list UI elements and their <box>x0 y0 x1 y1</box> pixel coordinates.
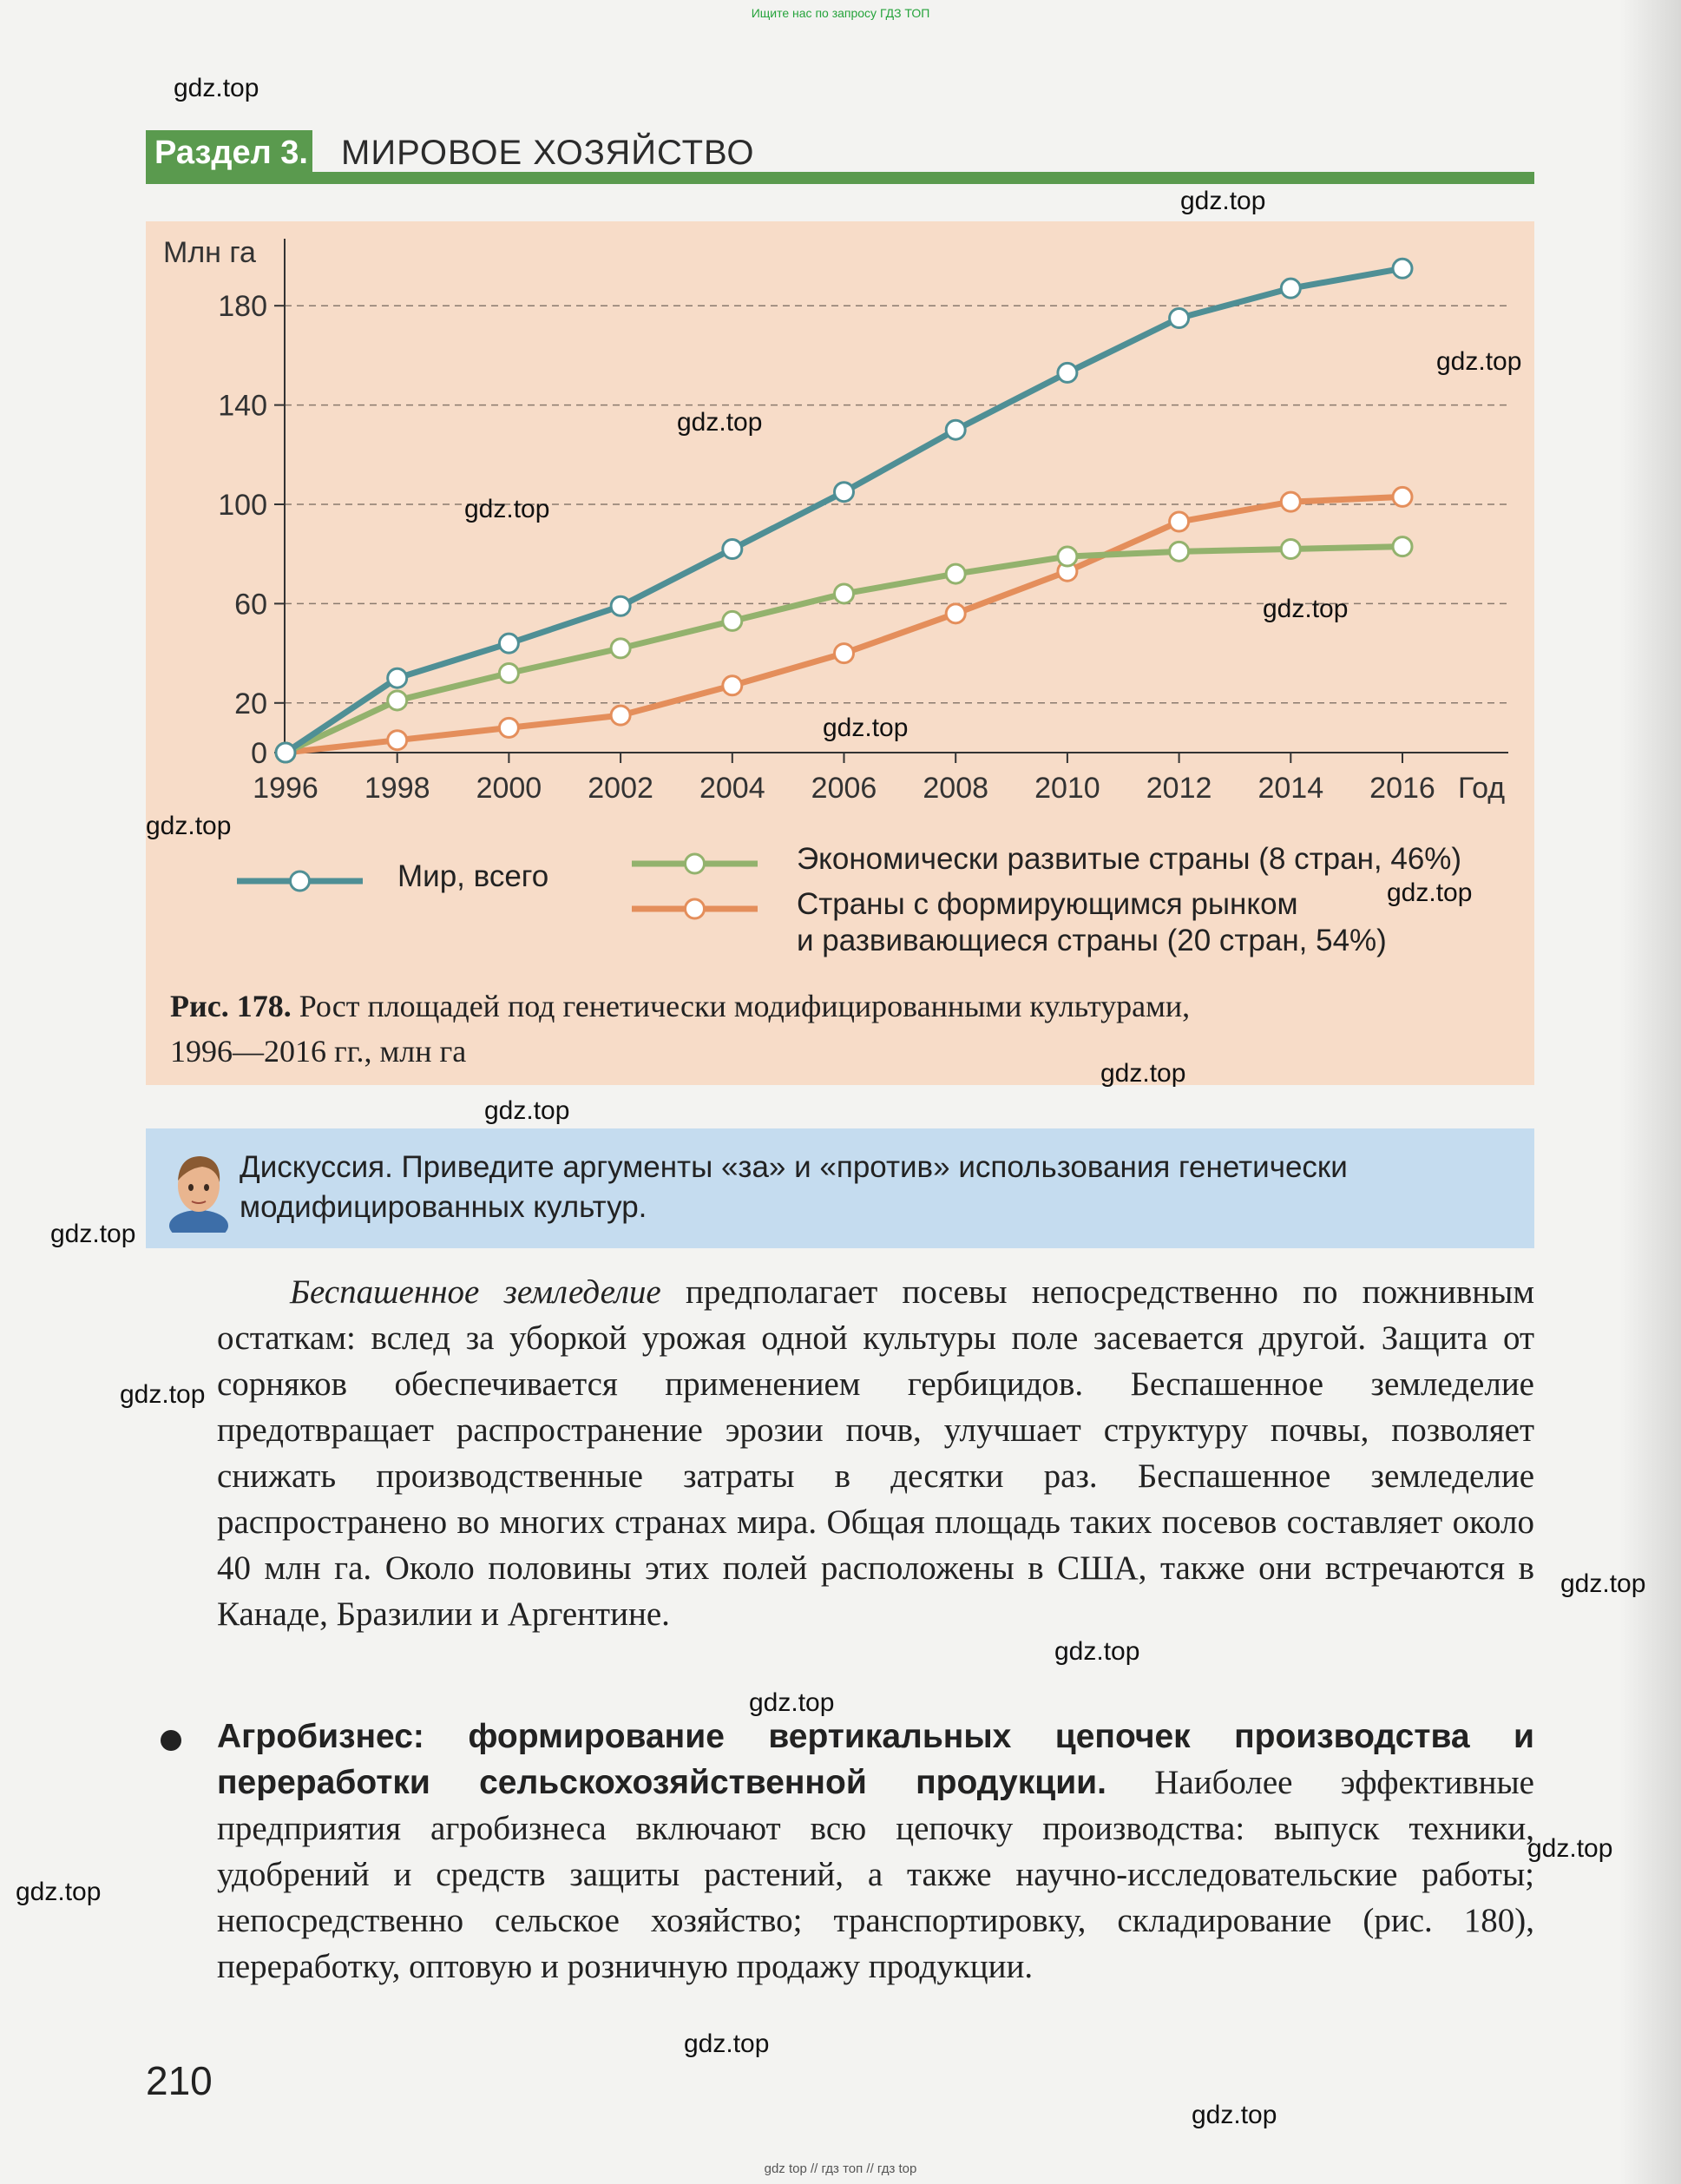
data-point <box>1393 259 1412 278</box>
data-point <box>388 691 407 710</box>
data-point <box>835 584 854 603</box>
discussion-text: Дискуссия. Приведите аргументы «за» и «против» использования генетически модифицированных культур. <box>240 1150 1348 1224</box>
x-tick-label: 1996 <box>253 772 318 805</box>
data-point <box>388 731 407 750</box>
watermark-text: gdz.top <box>1387 878 1473 907</box>
y-tick-label: 180 <box>218 290 267 324</box>
figure-178 <box>146 221 1534 1085</box>
watermark-text: gdz.top <box>50 1220 136 1248</box>
caption-line-2: 1996—2016 гг., млн га <box>170 1034 467 1069</box>
bottom-banner: gdz top // гдз топ // гдз top <box>764 2161 917 2176</box>
watermark-text: gdz.top <box>120 1380 206 1409</box>
data-point <box>835 483 854 502</box>
x-tick-label: 2008 <box>923 772 989 805</box>
x-tick-label: 2000 <box>476 772 542 805</box>
legend-emerging-label-1: Страны с формирующимся рынком <box>797 887 1298 921</box>
watermark-text: gdz.top <box>1054 1637 1140 1666</box>
paragraph-agribusiness: Агробизнес: формирование вертикальных цепочек производства и переработки сельскохозяйственной продукции. Наиболее эффективные предприятия агробизнеса включают всю цепочку производства: выпуск техники, удобрений и средств защиты растений, а также научно-исследовательские работы; непосредственно сельское хозяйство; транспортировку, складирование (рис. 180), переработку, оптовую и розничную продажу продукции. <box>217 1718 1534 1985</box>
x-tick-label: 1998 <box>364 772 430 805</box>
watermark-text: gdz.top <box>464 495 550 523</box>
y-tick-label: 60 <box>234 588 267 622</box>
data-point <box>1393 487 1412 506</box>
data-point <box>723 611 742 630</box>
data-point <box>611 706 630 725</box>
x-tick-label: 2002 <box>588 772 653 805</box>
caption-label: Рис. 178. <box>170 989 292 1023</box>
watermark-text: gdz.top <box>823 714 909 742</box>
legend-world-label: Мир, всего <box>397 859 549 893</box>
x-tick-label: 2014 <box>1257 772 1324 805</box>
watermark-text: gdz.top <box>484 1096 570 1125</box>
watermark-text: gdz.top <box>1180 187 1266 215</box>
x-tick-label: 2006 <box>811 772 877 805</box>
bullet-dot <box>161 1730 181 1751</box>
discussion-box <box>146 1128 1534 1248</box>
x-tick-label: 2016 <box>1369 772 1435 805</box>
watermark-text: gdz.top <box>684 2029 770 2058</box>
top-banner: Ищите нас по запросу ГДЗ ТОП <box>751 6 930 20</box>
figure-caption <box>170 983 1507 1074</box>
paragraph-no-till: Беспашенное земледелие предполагает посевы непосредственно по пожнивным остаткам: вслед за уборкой урожая одной культуры поле засевается другой. Защита от сорняков обеспечивается применением гербицидов. Беспашенное земледелие предотвращает распространение эрозии почв, улучшает структуру почвы, позволяет снижать производственные затраты в десятки раз. Беспашенное земледелие распространено во многих странах мира. Общая площадь таких посевов составляет около 40 млн га. Около половины этих полей расположены в США, также они встречаются в Канаде, Бразилии и Аргентине. <box>217 1273 1535 1633</box>
data-point <box>946 564 965 583</box>
section-header <box>146 123 1534 184</box>
data-point <box>499 634 518 653</box>
data-point <box>388 668 407 687</box>
page-number: 210 <box>146 2058 213 2103</box>
data-point <box>499 718 518 737</box>
data-point <box>723 539 742 558</box>
section-rule <box>146 172 1534 184</box>
data-point <box>1281 539 1300 558</box>
y-tick-label: 100 <box>218 489 267 522</box>
data-point <box>1170 512 1189 531</box>
watermark-text: gdz.top <box>1263 595 1349 623</box>
watermark-text: gdz.top <box>749 1688 835 1717</box>
legend-emerging-label-2: и развивающиеся страны (20 стран, 54%) <box>797 924 1387 957</box>
watermark-text: gdz.top <box>677 408 763 437</box>
y-axis-label: Млн га <box>163 236 256 269</box>
x-axis-label: Год <box>1458 772 1506 805</box>
watermark-text: gdz.top <box>16 1878 102 1906</box>
watermark-text: gdz.top <box>1192 2101 1277 2129</box>
watermark-text: gdz.top <box>146 812 232 840</box>
data-point <box>499 663 518 682</box>
legend-developed-label: Экономически развитые страны (8 стран, 46%) <box>797 842 1462 876</box>
data-point <box>946 604 965 623</box>
y-tick-label: 20 <box>234 687 267 720</box>
data-point <box>1170 542 1189 561</box>
watermark-text: gdz.top <box>1436 347 1522 376</box>
data-point <box>611 596 630 615</box>
watermark-text: gdz.top <box>1560 1569 1646 1598</box>
legend-marker <box>686 899 705 918</box>
data-point <box>276 743 295 762</box>
legend-marker <box>291 872 310 891</box>
data-point <box>1058 547 1077 566</box>
data-point <box>946 420 965 439</box>
y-tick-label: 0 <box>251 737 267 770</box>
caption-line-1: Рост площадей под генетически модифицированными культурами, <box>299 989 1191 1023</box>
agribusiness-heading: Агробизнес: формирование вертикальных цепочек производства и переработки сельскохозяйственной продукции. <box>217 1718 1534 1801</box>
student-avatar-icon <box>167 1146 230 1233</box>
x-tick-label: 2012 <box>1146 772 1212 805</box>
section-title: МИРОВОЕ ХОЗЯЙСТВО <box>341 134 755 172</box>
x-tick-label: 2004 <box>699 772 765 805</box>
data-point <box>835 644 854 663</box>
data-point <box>1393 537 1412 556</box>
data-point <box>1281 279 1300 298</box>
watermark-text: gdz.top <box>1527 1834 1613 1863</box>
term-no-till: Беспашенное земледелие <box>290 1273 661 1311</box>
data-point <box>611 639 630 658</box>
data-point <box>1281 492 1300 511</box>
y-tick-label: 140 <box>218 389 267 423</box>
watermark-text: gdz.top <box>1100 1059 1186 1088</box>
data-point <box>723 676 742 695</box>
legend-marker <box>686 854 705 873</box>
data-point <box>1170 309 1189 328</box>
page-edge-shadow <box>1620 0 1681 2184</box>
x-tick-label: 2010 <box>1034 772 1100 805</box>
watermark-text: gdz.top <box>174 74 259 102</box>
data-point <box>1058 363 1077 382</box>
section-label: Раздел 3. <box>146 130 312 175</box>
